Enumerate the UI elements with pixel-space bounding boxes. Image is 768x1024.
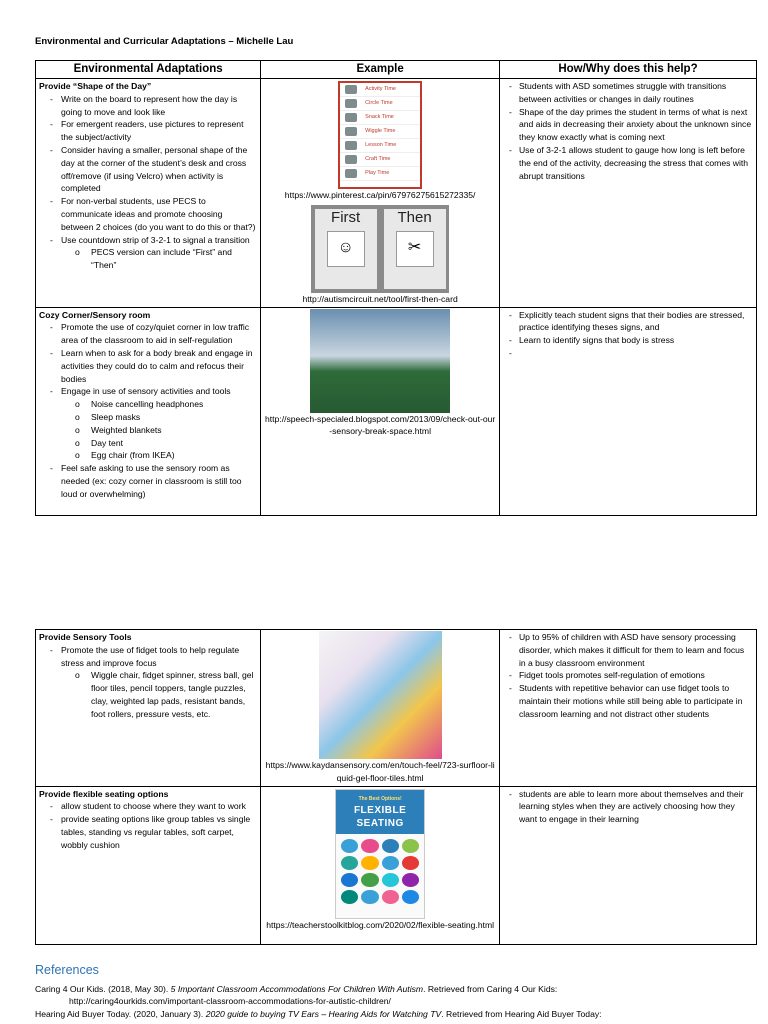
- schedule-label: Play Time: [365, 170, 390, 177]
- then-label: Then: [397, 208, 432, 226]
- reference-lead: Hearing Aid Buyer Today. (2020, January 3).: [35, 1009, 206, 1019]
- scissors-icon: ✂: [396, 231, 434, 267]
- source-link[interactable]: https://teacherstoolkitblog.com/2020/02/flexible-seating.html: [266, 919, 495, 930]
- activity-icon: [345, 99, 357, 108]
- list-item: - Promote the use of fidget tools to help regulate stress and improve focus: [39, 644, 257, 670]
- table-header-row: [36, 61, 757, 79]
- list-item: o Sleep masks: [39, 411, 257, 424]
- activity-icon: [345, 155, 357, 164]
- list-item: - students are able to learn more about themselves and their learning styles when they are actively choosing how they want to engage in their learning: [503, 788, 753, 826]
- list-item: - Feel safe asking to use the sensory room as needed (ex: cozy corner in classroom is still too loud or overwhelming): [39, 462, 257, 500]
- section-title: Provide “Shape of the Day”: [39, 81, 152, 91]
- reference-tail: . Retrieved from Hearing Aid Buyer Today:: [441, 1009, 602, 1019]
- list-item: o PECS version can include “First” and “Then”: [39, 246, 257, 272]
- group-icon: ☺: [327, 231, 365, 267]
- flexible-seating-poster: [335, 789, 425, 919]
- source-link[interactable]: https://www.kaydansensory.com/en/touch-feel/723-surfloor-liquid-gel-floor-tiles.html: [265, 760, 495, 783]
- table-row: [36, 79, 757, 308]
- list-item: - Fidget tools promotes self-regulation of emotions: [503, 669, 753, 682]
- list-item: o Day tent: [39, 437, 257, 450]
- why-cell: [499, 79, 756, 308]
- table-row: [36, 307, 757, 515]
- schedule-label: Wiggle Time: [365, 128, 396, 135]
- list-item: - Shape of the day primes the student in terms of what is next and aids in decreasing their anxiety about the unknown since they know exactly what is coming next: [503, 106, 753, 144]
- example-cell: [261, 79, 500, 308]
- list-item: - Up to 95% of children with ASD have sensory processing disorder, which makes it difficult for them to learn and focus in a busy classroom environment: [503, 631, 753, 669]
- source-link[interactable]: http://autismcircuit.net/tool/first-then-card: [302, 293, 458, 304]
- activity-icon: [345, 169, 357, 178]
- adaptation-cell: [36, 786, 261, 944]
- reference-lead: Caring 4 Our Kids. (2018, May 30).: [35, 984, 171, 994]
- list-item: o Weighted blankets: [39, 424, 257, 437]
- reference-title: 2020 guide to buying TV Ears – Hearing Aids for Watching TV: [205, 1009, 442, 1019]
- list-item: - provide seating options like group tables vs single tables, standing vs regular tables, soft carpet, wobbly cushion: [39, 813, 257, 851]
- adaptations-table-continued: [35, 629, 757, 945]
- document-title: Environmental and Curricular Adaptations – Michelle Lau: [35, 36, 294, 47]
- list-item: - Learn when to ask for a body break and engage in activities they could do to calm and refocus their bodies: [39, 347, 257, 385]
- adaptations-table: [35, 60, 757, 516]
- why-cell: [499, 307, 756, 515]
- list-item: - For non-verbal students, use PECS to communicate ideas and promote choosing between 2 choices (do you want to do this or that?): [39, 195, 257, 233]
- table-row: [36, 786, 757, 944]
- list-item: - Write on the board to represent how the day is going to move and look like: [39, 93, 257, 119]
- source-link[interactable]: http://speech-specialed.blogspot.com/2013/09/check-out-our-sensory-break-space.html: [264, 413, 496, 437]
- list-item: - For emergent readers, use pictures to represent the subject/activity: [39, 118, 257, 144]
- first-label: First: [331, 208, 361, 226]
- list-item: o Wiggle chair, fidget spinner, stress ball, gel floor tiles, pencil toppers, tangle puzzles, clay, weighted lap pads, resistant bands, foot rollers, pressure vests, etc.: [39, 669, 257, 720]
- list-item: - Use of 3-2-1 allows student to gauge how long is left before the end of the activity, decreasing the stress that comes with abrupt transitions: [503, 144, 753, 182]
- why-cell: [499, 786, 756, 944]
- first-then-card-image: [311, 205, 449, 293]
- poster-title: FLEXIBLE SEATING: [353, 805, 407, 830]
- list-item: - Engage in use of sensory activities and tools: [39, 385, 257, 398]
- header-adaptations: Environmental Adaptations: [36, 61, 261, 79]
- list-item: - Students with repetitive behavior can use fidget tools to maintain their motions while still being able to participate in classroom learning and not distract other students: [503, 682, 753, 720]
- section-title: Provide flexible seating options: [39, 788, 169, 799]
- schedule-label: Activity Time: [365, 86, 396, 93]
- adaptation-cell: [36, 79, 261, 308]
- gel-floor-tiles-photo: [319, 631, 442, 759]
- list-item: - Use countdown strip of 3-2-1 to signal a transition: [39, 234, 257, 247]
- shape-of-day-image: [338, 81, 422, 189]
- reference-item: [35, 1008, 757, 1020]
- references-heading: References: [35, 963, 99, 977]
- reference-tail: . Retrieved from Caring 4 Our Kids:: [423, 984, 558, 994]
- example-cell: [261, 786, 500, 944]
- example-cell: [261, 630, 500, 787]
- schedule-label: Snack Time: [365, 114, 394, 121]
- source-link[interactable]: https://www.pinterest.ca/pin/67976275615272335/: [284, 190, 476, 200]
- section-title: Provide Sensory Tools: [39, 632, 132, 642]
- list-item: - Consider having a smaller, personal shape of the day at the corner of the student’s desk and cross off/remove (if using Velcro) when activity is completed: [39, 144, 257, 195]
- list-item: - Learn to identify signs that body is stress: [503, 334, 753, 347]
- schedule-label: Circle Time: [365, 100, 393, 107]
- adaptation-cell: [36, 630, 261, 787]
- why-cell: [499, 630, 756, 787]
- header-why: How/Why does this help?: [499, 61, 756, 79]
- poster-subtitle: The Best Options!: [358, 795, 402, 802]
- reference-url[interactable]: http://caring4ourkids.com/important-classroom-accommodations-for-autistic-children/: [69, 996, 391, 1006]
- reference-title: 5 Important Classroom Accommodations For Children With Autism: [170, 984, 424, 994]
- activity-icon: [345, 127, 357, 136]
- list-item: - Students with ASD sometimes struggle with transitions between activities or changes in daily routines: [503, 80, 753, 106]
- table-row: [36, 630, 757, 787]
- activity-icon: [345, 85, 357, 94]
- reference-item: [35, 983, 757, 1007]
- activity-icon: [345, 113, 357, 122]
- header-example: Example: [261, 61, 500, 79]
- section-title: Cozy Corner/Sensory room: [39, 309, 151, 320]
- sensory-room-photo: [310, 309, 450, 413]
- schedule-label: Lesson Time: [365, 142, 397, 149]
- adaptation-cell: [36, 307, 261, 515]
- list-item: - allow student to choose where they want to work: [39, 800, 257, 813]
- activity-icon: [345, 141, 357, 150]
- list-item: - Promote the use of cozy/quiet corner in low traffic area of the classroom to aid in self-regulation: [39, 321, 257, 347]
- list-item: - Explicitly teach student signs that their bodies are stressed, practice identifying theses signs, and: [503, 309, 753, 335]
- example-cell: [261, 307, 500, 515]
- list-item: o Egg chair (from IKEA): [39, 449, 257, 462]
- schedule-label: Craft Time: [365, 156, 391, 163]
- list-item: o Noise cancelling headphones: [39, 398, 257, 411]
